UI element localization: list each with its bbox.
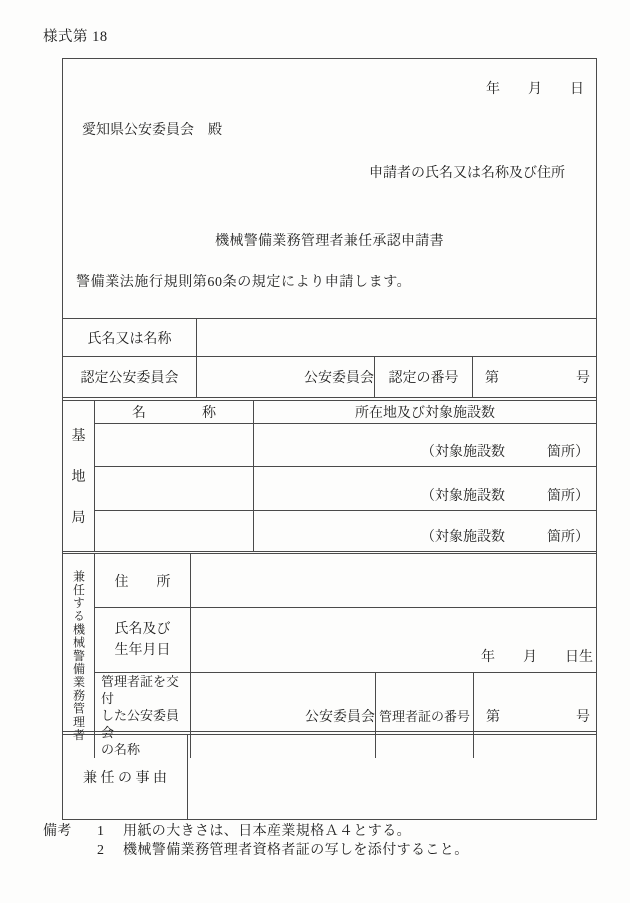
form-frame [62,58,597,820]
base-station-side-label: 基 地 局 [71,429,86,526]
cert-number-field[interactable] [472,356,596,397]
reason-field[interactable] [187,735,596,819]
station-location-header: 所在地及び対象施設数 [253,401,596,423]
manager-address-field[interactable] [190,554,596,607]
number-suffix: 号 [576,709,590,725]
facility-count-note: （対象施設数 箇所） [421,445,589,460]
document-title: 機械警備業務管理者兼任承認申請書 [215,234,444,249]
dob-suffix: 年 月 日生 [481,650,593,665]
remarks [43,822,583,860]
station-name-header: 名 称 [94,401,253,423]
issuer-suffix: 公安委員会 [305,709,375,725]
date-line: 年 月 日 [486,82,584,97]
form-number: 様式第 18 [43,29,108,45]
number-prefix: 第 [485,371,499,386]
manager-name-dob-field[interactable] [190,607,596,672]
remark-text: 用紙の大きさは、日本産業規格Ａ４とする。 [123,824,411,839]
station-name-field[interactable] [94,466,253,510]
station-name-field[interactable] [94,423,253,466]
name-or-title-label: 氏名又は名称 [87,331,172,347]
manager-name-dob-label: 氏名及び 生年月日 [94,607,190,672]
station-location-field[interactable] [253,510,596,551]
certifying-commission-label: 認定公安委員会 [63,356,196,397]
manager-section [63,553,596,757]
remark-number: 1 [97,824,105,839]
reason-label: 兼 任 の 事 由 [83,771,167,786]
applicant-name-address-label: 申請者の氏名又は名称及び住所 [369,166,565,181]
manager-cert-number-label: 管理者証の番号 [375,672,473,758]
commission-suffix: 公安委員会 [304,371,374,386]
reason-section [63,734,596,819]
manager-address-label: 住 所 [94,554,190,607]
base-station-section [63,400,596,552]
declaration-sentence: 警備業法施行規則第60条の規定により申請します。 [76,275,412,290]
cert-issuer-label: 管理者証を交付 した公安委員会 の名称 [94,672,190,758]
number-suffix: 号 [576,371,590,386]
remarks-label: 備考 [43,824,72,839]
facility-count-note: （対象施設数 箇所） [421,530,589,545]
number-prefix: 第 [486,709,500,725]
name-or-title-field[interactable] [196,319,596,356]
manager-side-label-cell [63,554,94,758]
station-location-field[interactable] [253,466,596,510]
applicant-section [63,318,596,398]
certifying-commission-field[interactable] [196,356,374,397]
facility-count-note: （対象施設数 箇所） [421,489,589,504]
remark-text: 機械警備業務管理者資格者証の写しを添付すること。 [123,843,469,858]
addressee: 愛知県公安委員会 殿 [82,123,222,138]
manager-side-label: 兼任する機械警備業務管理者 [71,570,86,742]
station-name-field[interactable] [94,510,253,551]
remark-number: 2 [97,843,105,858]
cert-number-label: 認定の番号 [374,356,472,397]
station-location-field[interactable] [253,423,596,466]
